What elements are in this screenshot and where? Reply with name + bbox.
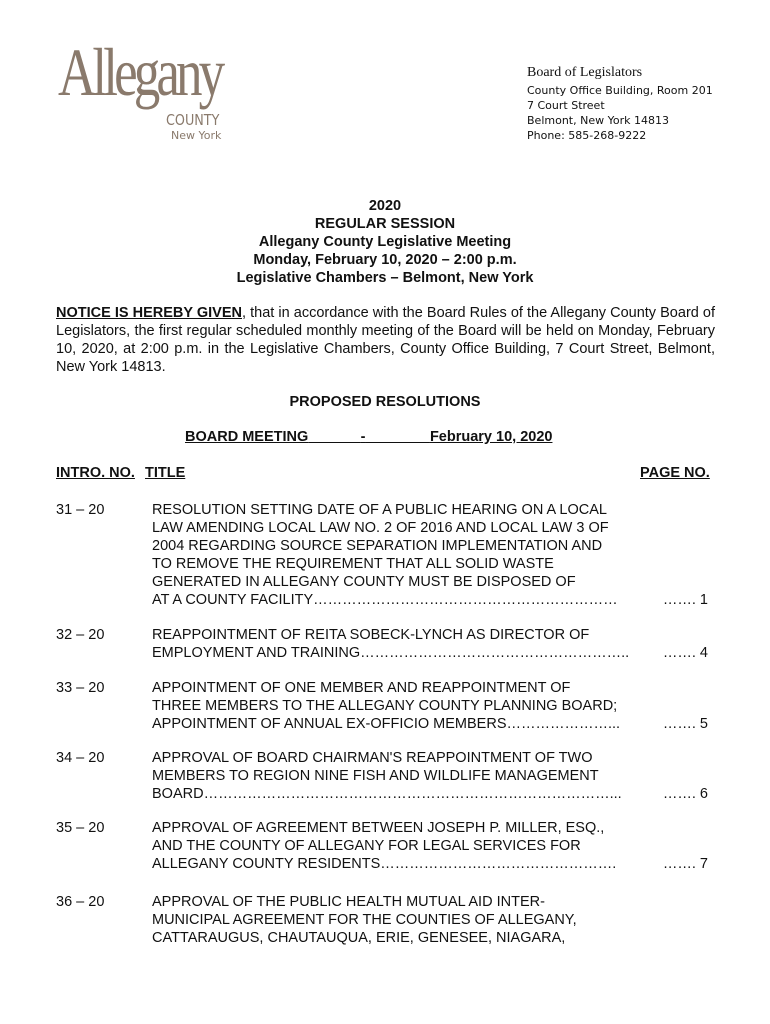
board-meeting-separator: - <box>360 429 366 445</box>
board-meeting-date: February 10, 2020 <box>429 429 553 445</box>
logo-county-text: COUNTY <box>166 111 220 129</box>
board-meeting-line <box>185 429 585 445</box>
resolution-page-no: ……. 1 <box>662 592 708 608</box>
heading-date: Monday, February 10, 2020 – 2:00 p.m. <box>253 252 517 268</box>
notice-lead: NOTICE IS HEREBY GIVEN <box>56 305 243 321</box>
resolution-intro-no: 35 – 20 <box>56 820 105 836</box>
resolution-page-no: ……. 5 <box>662 716 708 732</box>
resolution-title-line: ALLEGANY COUNTY RESIDENTS…………………………………………. <box>152 856 617 872</box>
resolution-title-line: MEMBERS TO REGION NINE FISH AND WILDLIFE MANAGEMENT <box>152 768 599 784</box>
contact-block <box>527 64 713 143</box>
resolution-page-no: ……. 7 <box>662 856 708 872</box>
resolution-title-line: EMPLOYMENT AND TRAINING……………………………………………….. <box>152 645 630 661</box>
logo-wordmark: Allegany <box>58 34 222 110</box>
resolution-title <box>152 893 644 947</box>
resolution-intro-no: 34 – 20 <box>56 750 105 766</box>
resolution-title <box>152 679 644 733</box>
notice-paragraph <box>56 304 715 376</box>
resolution-title-line: THREE MEMBERS TO THE ALLEGANY COUNTY PLANNING BOARD; <box>152 698 618 714</box>
resolution-title-line: MUNICIPAL AGREEMENT FOR THE COUNTIES OF ALLEGANY, <box>152 912 577 928</box>
proposed-resolutions-title: PROPOSED RESOLUTIONS <box>289 394 481 410</box>
resolution-title-line: GENERATED IN ALLEGANY COUNTY MUST BE DISPOSED OF <box>152 574 576 590</box>
heading-meeting: Allegany County Legislative Meeting <box>258 234 512 250</box>
contact-address-line-2: 7 Court Street <box>527 99 605 112</box>
resolution-title-line: CATTARAUGUS, CHAUTAUQUA, ERIE, GENESEE, NIAGARA, <box>152 930 566 946</box>
county-logo <box>58 34 258 147</box>
board-meeting-label: BOARD MEETING <box>185 429 309 445</box>
resolution-title <box>152 819 644 873</box>
resolution-title-line: AT A COUNTY FACILITY……………………………………………………… <box>152 592 618 608</box>
resolution-title-line: BOARD…………………………………………………………………………... <box>152 786 622 802</box>
resolution-intro-no: 32 – 20 <box>56 627 105 643</box>
heading-year: 2020 <box>368 198 402 214</box>
contact-phone: Phone: 585-268-9222 <box>527 129 647 142</box>
column-header-page: PAGE NO. <box>640 465 710 481</box>
resolution-intro-no: 31 – 20 <box>56 502 105 518</box>
logo-state-text: New York <box>171 129 222 142</box>
resolution-title <box>152 501 644 609</box>
column-header-title: TITLE <box>145 465 186 481</box>
resolution-title-line: 2004 REGARDING SOURCE SEPARATION IMPLEMENTATION AND <box>152 538 603 554</box>
session-heading <box>0 197 770 287</box>
resolution-title-line: TO REMOVE THE REQUIREMENT THAT ALL SOLID WASTE <box>152 556 554 572</box>
heading-location: Legislative Chambers – Belmont, New York <box>236 270 534 286</box>
resolution-title <box>152 749 644 803</box>
resolution-title <box>152 626 644 662</box>
resolution-intro-no: 36 – 20 <box>56 894 105 910</box>
resolution-title-line: APPROVAL OF THE PUBLIC HEALTH MUTUAL AID INTER- <box>152 894 545 910</box>
resolution-title-line: APPROVAL OF AGREEMENT BETWEEN JOSEPH P. MILLER, ESQ., <box>152 820 605 836</box>
resolution-page-no: ……. 6 <box>662 786 708 802</box>
contact-address-line-1: County Office Building, Room 201 <box>527 84 713 97</box>
notice-body: , that in accordance with the Board Rules of the Allegany County Board of Legislators, the first regular scheduled monthly meeting of the Board will be held on Monday, February 10, 2020, at 2:00 p.m. in the Legislative Chambers, County Office Building, 7 Court Street, Belmont, New York 14813. <box>56 305 716 375</box>
resolution-title-line: APPOINTMENT OF ONE MEMBER AND REAPPOINTMENT OF <box>152 680 571 696</box>
contact-org: Board of Legislators <box>527 65 643 80</box>
resolution-title-line: APPOINTMENT OF ANNUAL EX-OFFICIO MEMBERS…………………... <box>152 716 621 732</box>
column-header-intro: INTRO. NO. <box>56 465 135 481</box>
resolution-title-line: RESOLUTION SETTING DATE OF A PUBLIC HEARING ON A LOCAL <box>152 502 607 518</box>
resolution-title-line: AND THE COUNTY OF ALLEGANY FOR LEGAL SERVICES FOR <box>152 838 581 854</box>
resolution-page-no: ……. 4 <box>662 645 708 661</box>
heading-session: REGULAR SESSION <box>314 216 456 232</box>
resolution-title-line: LAW AMENDING LOCAL LAW NO. 2 OF 2016 AND LOCAL LAW 3 OF <box>152 520 609 536</box>
resolution-title-line: APPROVAL OF BOARD CHAIRMAN'S REAPPOINTMENT OF TWO <box>152 750 593 766</box>
resolution-title-line: REAPPOINTMENT OF REITA SOBECK-LYNCH AS DIRECTOR OF <box>152 627 590 643</box>
resolution-intro-no: 33 – 20 <box>56 680 105 696</box>
contact-address-line-3: Belmont, New York 14813 <box>527 114 669 127</box>
